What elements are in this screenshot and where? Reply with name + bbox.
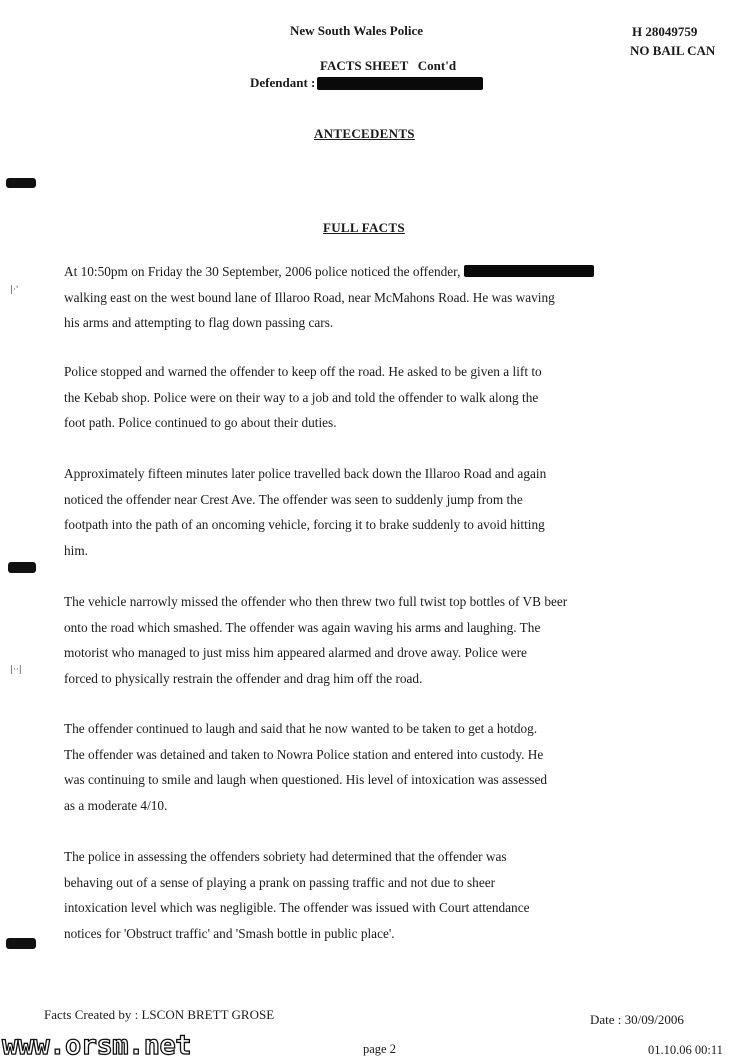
facts-date: Date : 30/09/2006 <box>590 1012 684 1027</box>
paragraph-line: the Kebab shop. Police were on their way to a job and told the offender to walk along the <box>64 389 539 405</box>
defendant-redaction <box>317 77 483 90</box>
full-facts-heading: FULL FACTS <box>323 220 405 235</box>
page-number: page 2 <box>363 1042 396 1056</box>
binding-hole-mark <box>8 562 36 573</box>
paragraph-line: as a moderate 4/10. <box>64 797 168 813</box>
scan-artifact: |··| <box>10 665 22 675</box>
agency-name: New South Wales Police <box>290 23 424 38</box>
facts-paragraph <box>64 716 547 818</box>
paragraph-line: was continuing to smile and laugh when questioned. His level of intoxication was assessed <box>64 772 548 788</box>
defendant-label: Defendant : <box>250 75 316 90</box>
paragraph-line: him. <box>64 542 89 558</box>
paragraph-line: walking east on the west bound lane of Illaroo Road, near McMahons Road. He was waving <box>64 289 555 305</box>
paragraph-line: Police stopped and warned the offender to keep off the road. He asked to be given a lift to <box>64 364 542 379</box>
paragraph-line: The vehicle narrowly missed the offender who then threw two full twist top bottles of VB beer <box>64 594 568 609</box>
paragraph-line: foot path. Police continued to go about their duties. <box>64 415 337 431</box>
fax-timestamp: 01.10.06 00:11 <box>648 1043 723 1057</box>
facts-created-by: Facts Created by : LSCON BRETT GROSE <box>44 1007 275 1022</box>
paragraph-line: At 10:50pm on Friday the 30 September, 2006 police noticed the offender, <box>64 259 594 285</box>
watermark-link[interactable]: www.orsm.net <box>2 1030 192 1061</box>
scan-artifact: |·' <box>10 285 19 295</box>
reference-number: H 28049759 <box>632 24 698 39</box>
paragraph-line: footpath into the path of an oncoming vehicle, forcing it to brake suddenly to avoid hitting <box>64 517 545 533</box>
facts-sheet-subtitle: FACTS SHEET Cont'd <box>320 58 457 73</box>
facts-paragraph <box>64 359 542 436</box>
paragraph-line: behaving out of a sense of playing a prank on passing traffic and not due to sheer <box>64 874 496 890</box>
facts-paragraph <box>64 461 546 563</box>
binding-hole-mark <box>6 938 36 949</box>
facts-paragraph <box>64 259 594 336</box>
binding-hole-mark <box>6 178 36 188</box>
paragraph-line: onto the road which smashed. The offender was again waving his arms and laughing. The <box>64 619 541 635</box>
paragraph-line: The police in assessing the offenders sobriety had determined that the offender was <box>64 849 507 864</box>
antecedents-heading: ANTECEDENTS <box>314 126 415 141</box>
facts-paragraph <box>64 589 567 691</box>
defendant-line <box>250 75 483 91</box>
paragraph-line: his arms and attempting to flag down passing cars. <box>64 315 334 331</box>
paragraph-line: The offender continued to laugh and said that he now wanted to be taken to get a hotdog. <box>64 721 538 736</box>
paragraph-line: notices for 'Obstruct traffic' and 'Smash bottle in public place'. <box>64 925 395 941</box>
paragraph-line: Approximately fifteen minutes later police travelled back down the Illaroo Road and again <box>64 466 547 481</box>
paragraph-line: motorist who managed to just miss him appeared alarmed and drove away. Police were <box>64 645 527 661</box>
offender-name-redaction <box>464 265 594 277</box>
paragraph-line: forced to physically restrain the offender and drag him off the road. <box>64 670 423 686</box>
paragraph-line: noticed the offender near Crest Ave. The offender was seen to suddenly jump from the <box>64 491 523 507</box>
bail-status: NO BAIL CAN <box>630 43 716 58</box>
paragraph-line: The offender was detained and taken to Nowra Police station and entered into custody. He <box>64 746 544 762</box>
paragraph-line: intoxication level which was negligible. The offender was issued with Court attendance <box>64 900 530 916</box>
facts-paragraph <box>64 844 530 946</box>
